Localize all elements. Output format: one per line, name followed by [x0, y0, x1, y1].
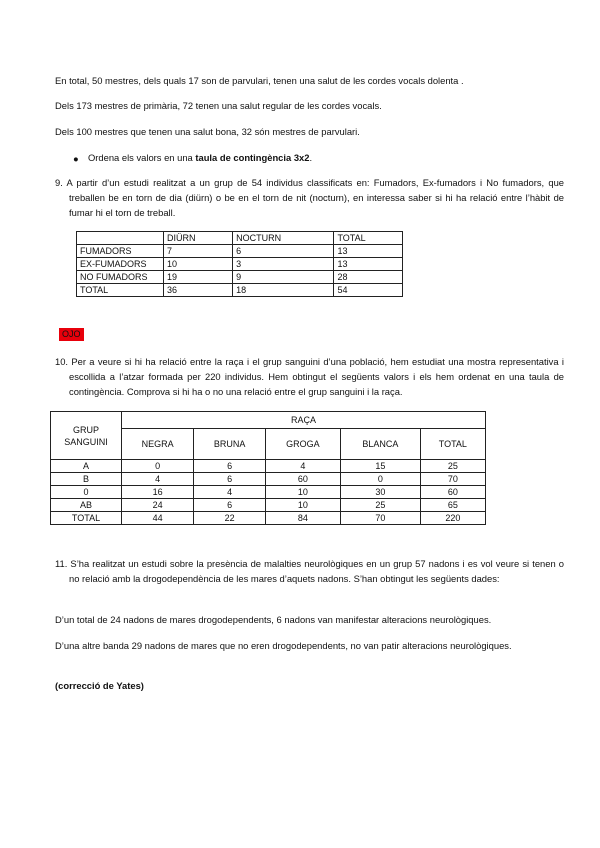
table-row [51, 460, 486, 473]
question-10-text: 10. Per a veure si hi ha relació entre la raça i el grup sanguini d’una població, hem estudiat una mostra representativa i escollida a l’atzar formada per 220 individus. Hem obtingut el següents valors i els hem ordenat en una taula de contingència. Comprova si hi ha o no una relació entre el grup sanguini i la raça. [55, 356, 564, 397]
table-cell: 220 [420, 512, 485, 525]
table-cell: 0 [51, 486, 122, 499]
table-cell: 0 [122, 460, 194, 473]
table-cell: 4 [265, 460, 340, 473]
row-header-cell: GRUP SANGUINI [51, 412, 122, 460]
table-cell: 9 [233, 271, 334, 284]
table-cell: 10 [265, 486, 340, 499]
intro-line-2: Dels 173 mestres de primària, 72 tenen una salut regular de les cordes vocals. [55, 100, 382, 111]
table-cell: EX-FUMADORS [77, 258, 164, 271]
table-cell: 30 [340, 486, 420, 499]
table-cell: NEGRA [122, 429, 194, 460]
intro-line-3: Dels 100 mestres que tenen una salut bona, 32 són mestres de parvulari. [55, 126, 360, 137]
bullet-bold: taula de contingència 3x2 [195, 152, 310, 163]
table-cell: TOTAL [51, 512, 122, 525]
table-cell: 19 [164, 271, 233, 284]
table-cell: A [51, 460, 122, 473]
table-cell: 18 [233, 284, 334, 297]
table-row [77, 284, 403, 297]
table-cell: TOTAL [420, 429, 485, 460]
table-cell: 84 [265, 512, 340, 525]
table-cell: 22 [194, 512, 265, 525]
intro-line-1: En total, 50 mestres, dels quals 17 son de parvulari, tenen una salut de les cordes vocals dolenta . [55, 75, 464, 86]
yates-note-text: (correcció de Yates) [55, 680, 144, 691]
table-group-header-row [51, 412, 486, 429]
table-cell [77, 232, 164, 245]
table-row [77, 258, 403, 271]
table-cell: 10 [265, 499, 340, 512]
table-row [51, 473, 486, 486]
table-cell: 54 [334, 284, 403, 297]
table-cell: 6 [194, 473, 265, 486]
table-cell: 24 [122, 499, 194, 512]
table-cell: BRUNA [194, 429, 265, 460]
table-cell: DIÜRN [164, 232, 233, 245]
question-11-line-1: D’un total de 24 nadons de mares drogodependents, 6 nadons van manifestar alteracions neurològiques. [55, 614, 492, 625]
table-cell: BLANCA [340, 429, 420, 460]
table-row [51, 486, 486, 499]
table-cell: 16 [122, 486, 194, 499]
table-cell: GROGA [265, 429, 340, 460]
table-cell: TOTAL [77, 284, 164, 297]
table-cell: 25 [340, 499, 420, 512]
ojo-highlight: OJO [59, 328, 84, 341]
bullet-instruction [88, 150, 548, 165]
yates-note [55, 678, 550, 693]
table-cell: 60 [420, 486, 485, 499]
bullet-icon: ● [73, 153, 79, 164]
table-cell: 13 [334, 258, 403, 271]
question-11-line-2: D’una altre banda 29 nadons de mares que no eren drogodependents, no van patir alteracions neurològiques. [55, 640, 512, 651]
bullet-text: Ordena els valors en una [88, 152, 196, 163]
table-cell: 36 [164, 284, 233, 297]
table-cell: AB [51, 499, 122, 512]
table-cell: 25 [420, 460, 485, 473]
question-9-text: 9. A partir d’un estudi realitzat a un grup de 54 individus classificats en: Fumadors, Ex-fumadors i No fumadors, que treballen be en torn de dia (diürn) o be en el torn de nit (nocturn), en interessa saber si hi ha relació entre l’hàbit de fumar hi el torn de treball. [55, 177, 564, 218]
table-cell: 44 [122, 512, 194, 525]
table-header-row [77, 232, 403, 245]
table-cell: NO FUMADORS [77, 271, 164, 284]
table-cell: B [51, 473, 122, 486]
table-cell: 4 [122, 473, 194, 486]
table-row [77, 271, 403, 284]
table-cell: FUMADORS [77, 245, 164, 258]
group-header-cell: RAÇA [122, 412, 486, 429]
table-cell: NOCTURN [233, 232, 334, 245]
table-cell: 7 [164, 245, 233, 258]
table-cell: 10 [164, 258, 233, 271]
table-row [77, 245, 403, 258]
table-cell: 13 [334, 245, 403, 258]
table-cell: 0 [340, 473, 420, 486]
table-cell: 70 [420, 473, 485, 486]
smoking-shift-table [76, 231, 403, 297]
table-cell: 70 [340, 512, 420, 525]
question-11-text: 11. S’ha realitzat un estudi sobre la presència de malalties neurològiques en un grup 57 nadons i es vol veure si tenen o no relació amb la drogodependència de les mares d’aquets nadons. S’han obtingut les següents dades: [55, 558, 564, 584]
table-cell: 28 [334, 271, 403, 284]
blood-group-race-table [50, 411, 486, 525]
table-cell: 4 [194, 486, 265, 499]
table-row [51, 512, 486, 525]
table-row [51, 499, 486, 512]
table-cell: 3 [233, 258, 334, 271]
table-cell: 60 [265, 473, 340, 486]
table-cell: 15 [340, 460, 420, 473]
table-cell: 65 [420, 499, 485, 512]
table-cell: TOTAL [334, 232, 403, 245]
table-cell: 6 [233, 245, 334, 258]
table-cell: 6 [194, 499, 265, 512]
table-cell: 6 [194, 460, 265, 473]
bullet-end: . [309, 152, 313, 163]
